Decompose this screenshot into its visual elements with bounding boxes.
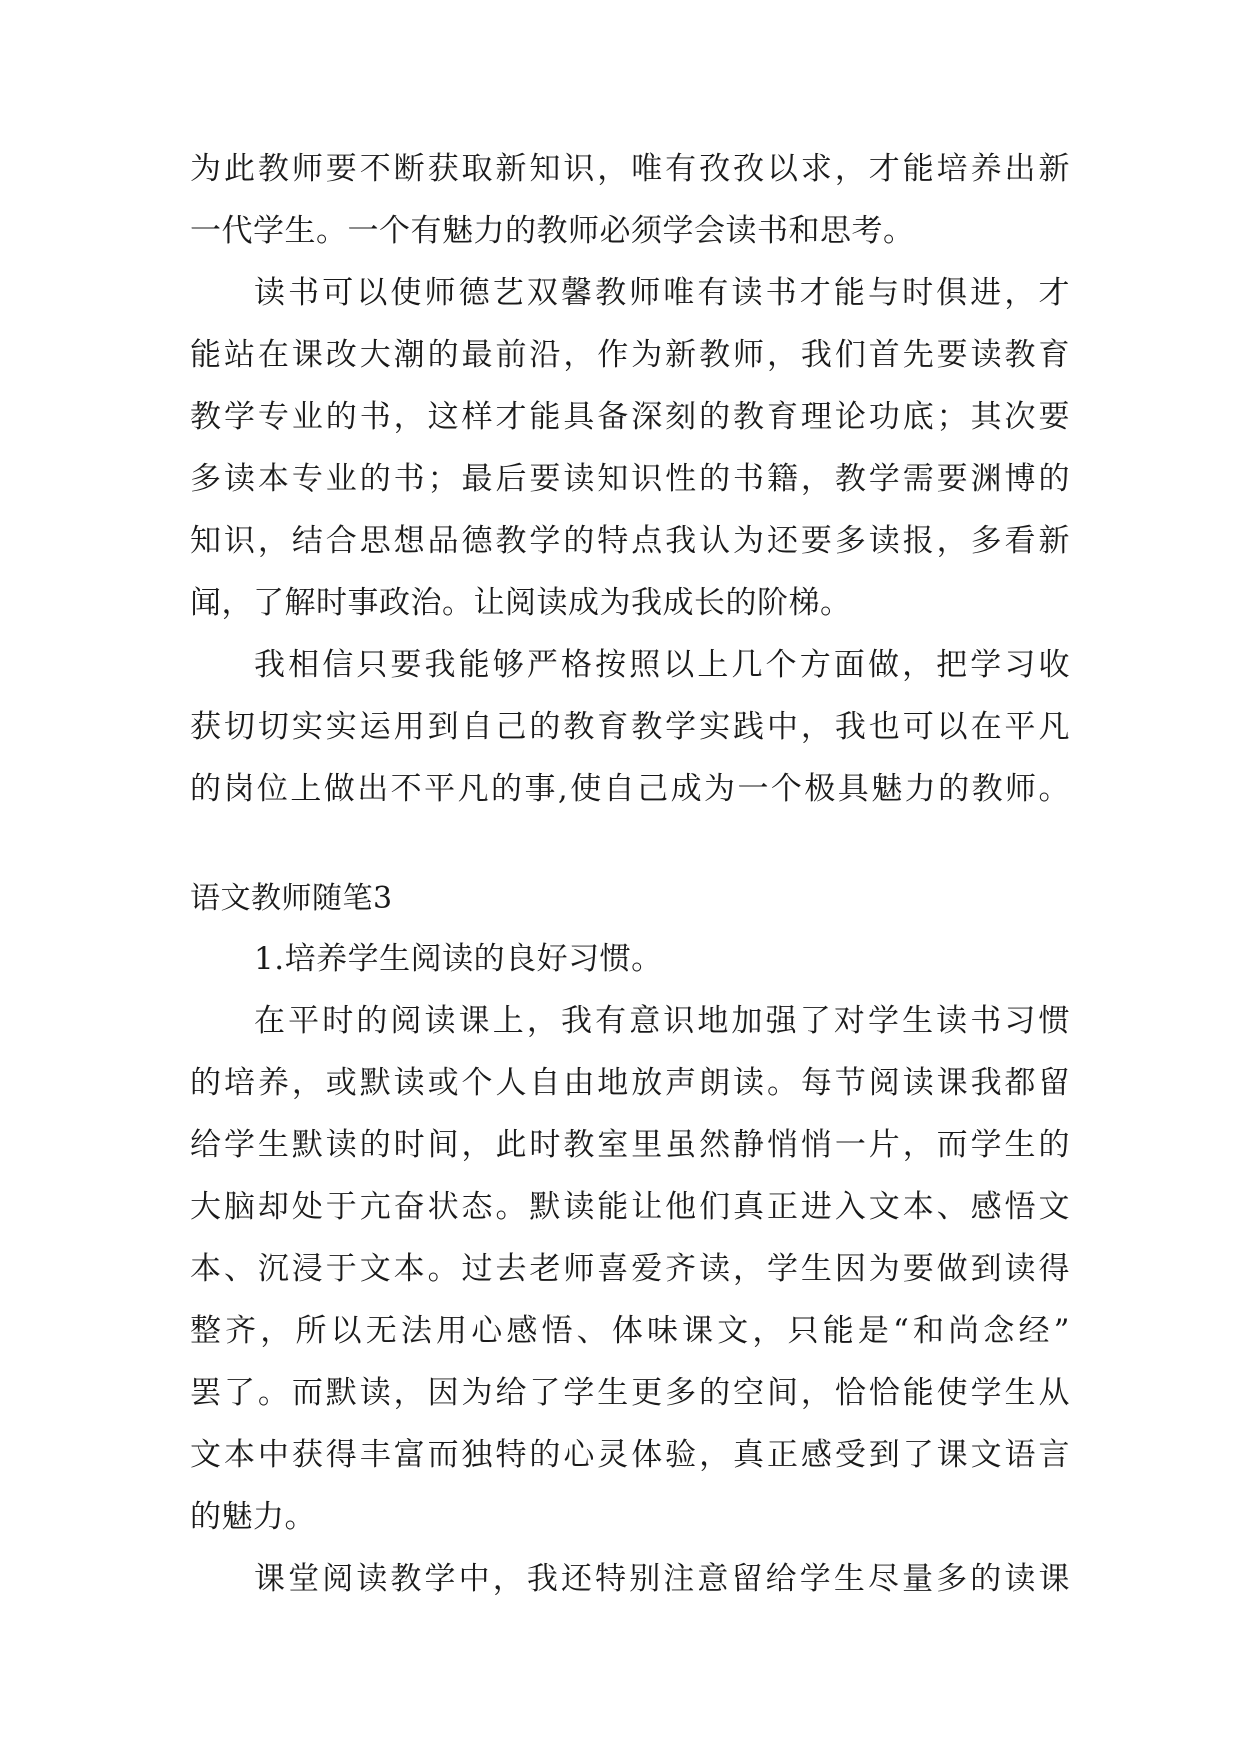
paragraph-line: 罢了。而默读，因为给了学生更多的空间，恰恰能使学生从 [190, 1375, 1070, 1411]
paragraph-line: 读书可以使师德艺双馨教师唯有读书才能与时俱进，才 [254, 275, 1070, 311]
paragraph-line: 一代学生。一个有魅力的教师必须学会读书和思考。 [190, 213, 915, 249]
paragraph-line: 多读本专业的书；最后要读知识性的书籍，教学需要渊博的 [190, 461, 1070, 497]
paragraph-line: 的岗位上做出不平凡的事,使自己成为一个极具魅力的教师。 [190, 771, 1070, 807]
paragraph-line: 在平时的阅读课上，我有意识地加强了对学生读书习惯 [254, 1003, 1070, 1039]
paragraph-line: 为此教师要不断获取新知识，唯有孜孜以求，才能培养出新 [190, 151, 1070, 187]
paragraph-line: 文本中获得丰富而独特的心灵体验，真正感受到了课文语言 [190, 1437, 1070, 1473]
paragraph-line: 获切切实实运用到自己的教育教学实践中，我也可以在平凡 [190, 709, 1070, 745]
paragraph-line: 知识，结合思想品德教学的特点我认为还要多读报，多看新 [190, 523, 1070, 559]
paragraph-line: 教学专业的书，这样才能具备深刻的教育理论功底；其次要 [190, 399, 1070, 435]
list-item-heading: 1.培养学生阅读的良好习惯。 [254, 941, 663, 977]
paragraph-line: 给学生默读的时间，此时教室里虽然静悄悄一片，而学生的 [190, 1127, 1070, 1163]
paragraph-line: 能站在课改大潮的最前沿，作为新教师，我们首先要读教育 [190, 337, 1070, 373]
section-title: 语文教师随笔3 [190, 881, 393, 916]
paragraph-line: 的魅力。 [190, 1499, 316, 1535]
paragraph-line: 大脑却处于亢奋状态。默读能让他们真正进入文本、感悟文 [190, 1189, 1070, 1225]
paragraph-line: 闻，了解时事政治。让阅读成为我成长的阶梯。 [190, 585, 852, 621]
paragraph-line: 的培养，或默读或个人自由地放声朗读。每节阅读课我都留 [190, 1065, 1070, 1101]
paragraph-line: 我相信只要我能够严格按照以上几个方面做，把学习收 [254, 647, 1070, 683]
paragraph-line: 整齐，所以无法用心感悟、体味课文，只能是“和尚念经” [190, 1313, 1070, 1349]
paragraph-line: 课堂阅读教学中，我还特别注意留给学生尽量多的读课 [254, 1561, 1070, 1597]
paragraph-line: 本、沉浸于文本。过去老师喜爱齐读，学生因为要做到读得 [190, 1251, 1070, 1287]
